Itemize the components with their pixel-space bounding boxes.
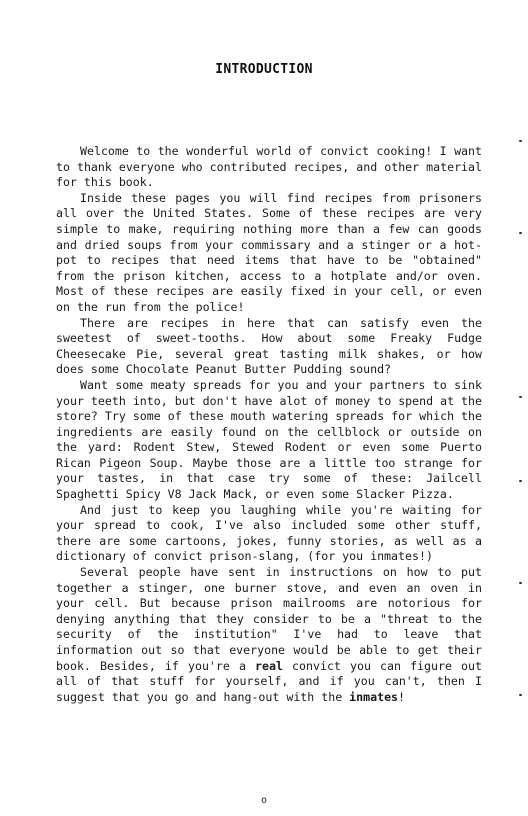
margin-speck	[519, 232, 522, 234]
paragraph-meaty-spreads: Want some meaty spreads for you and your partners to sink your teeth into, but don't have alot of money to spend at the store? Try some of these mouth watering spreads for which the ingredients are easily found on the cellblock or outside on the yard: Rodent Stew, Stewed Rodent or even some Puerto Rican Pigeon Soup. Maybe those are a little too strange for your tastes, in that case try some of these: Jailcell Spaghetti Spicy V8 Jack Mack, or even some Slacker Pizza.	[56, 377, 482, 502]
margin-speck	[519, 694, 522, 696]
paragraph-instructions-text-2: convict you can figure out all of that stuff for yourself, and if you can't, then I suggest that you go and hang-out with the	[56, 658, 482, 704]
paragraph-recipes-overview: Inside these pages you will find recipes from prisoners all over the United States. Some of these recipes are very simple to make, requiring nothing more than a few can goods and dried soups from your commissary and a stinger or a hot-pot to recipes that need items that have to be "obtained" from the prison kitchen, access to a hotplate and/or oven. Most of these recipes are easily fixed in your cell, or even on the run from the police!	[56, 190, 482, 314]
emphasis-inmates: inmates	[349, 689, 399, 704]
emphasis-real: real	[255, 658, 283, 673]
introduction-body	[56, 144, 482, 705]
margin-speck	[519, 582, 522, 584]
paragraph-desserts: There are recipes in here that can satisfy even the sweetest of sweet-tooths. How about some Freaky Fudge Cheesecake Pie, several great tasting milk shakes, or how does some Chocolate Peanut Butter Pudding sound?	[56, 315, 482, 377]
paragraph-instructions	[56, 565, 482, 705]
paragraph-extras: And just to keep you laughing while you're waiting for your spread to cook, I've also included some other stuff, there are some cartoons, jokes, funny stories, as well as a dictionary of convict prison-slang, (for you inmates!)	[56, 502, 482, 564]
margin-speck	[519, 396, 522, 398]
paragraph-instructions-end: !	[398, 689, 406, 704]
page-title: INTRODUCTION	[215, 62, 313, 77]
margin-speck	[519, 480, 522, 482]
paragraph-instructions-text-1: Several people have sent in instructions on how to put together a stinger, one burner stove, and even an oven in your cell. But because prison mailrooms are notorious for denying anything that they consider to be a "threat to the security of the institution" I've had to leave that information out so that everyone would be able to get their book. Besides, if you're a	[56, 565, 482, 673]
page-number-mark: o	[260, 795, 268, 806]
margin-speck	[519, 140, 522, 142]
paragraph-welcome: Welcome to the wonderful world of convict cooking! I want to thank everyone who contributed recipes, and other material for this book.	[56, 144, 482, 190]
